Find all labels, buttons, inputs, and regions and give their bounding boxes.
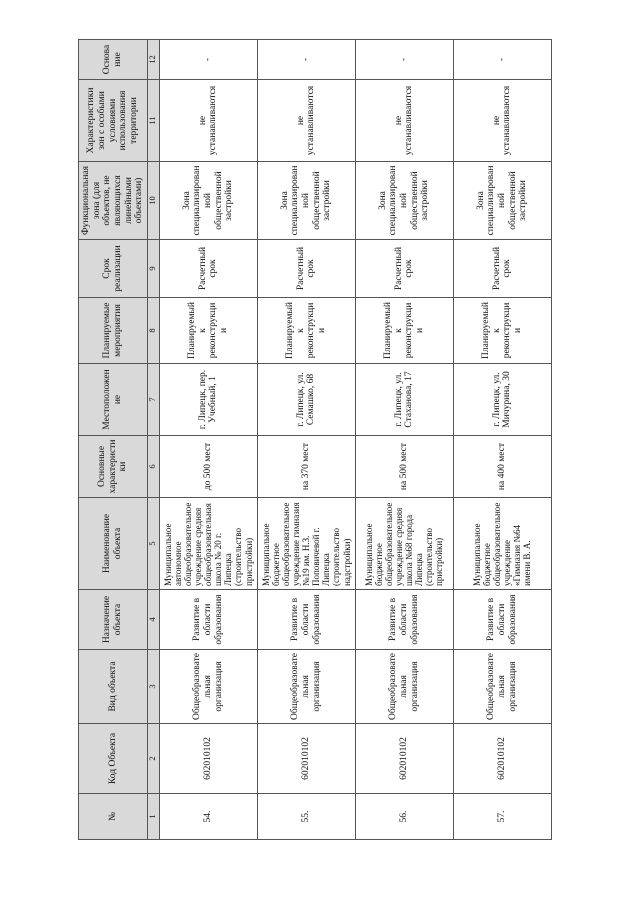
column-number: 6 [147,436,159,498]
object-characteristics: до 500 мест [159,436,257,498]
header-cell: Срок реализации [79,240,148,298]
column-number: 10 [147,162,159,240]
object-location: г. Липецк, пер. Учебный, 1 [159,364,257,436]
zone-characteristics: не устанавливаются [453,80,551,162]
header-cell: Наименование объекта [79,498,148,590]
object-location: г. Липецк, ул. Семашко, 68 [257,364,355,436]
object-name: Муниципальное бюджетное общеобразовательное учреждение «Гимназия №64 имени В. А. [453,498,551,590]
object-purpose: Развитие в области образования [453,590,551,650]
basis: - [159,40,257,80]
implementation-term: Расчетный срок [355,240,453,298]
column-number: 4 [147,590,159,650]
functional-zone: Зона специализированной общественной застройки [453,162,551,240]
column-number: 5 [147,498,159,590]
object-code: 602010102 [159,724,257,794]
rotated-table-container [78,40,578,840]
row-number: 56. [355,794,453,840]
object-code: 602010102 [355,724,453,794]
implementation-term: Расчетный срок [257,240,355,298]
header-cell: Назначение объекта [79,590,148,650]
column-number: 1 [147,794,159,840]
functional-zone: Зона специализированной общественной застройки [159,162,257,240]
column-number-row [147,40,159,840]
object-type: Общеобразовательная организация [257,650,355,724]
functional-zone: Зона специализированной общественной застройки [257,162,355,240]
implementation-term: Расчетный срок [159,240,257,298]
row-number: 57. [453,794,551,840]
column-number: 12 [147,40,159,80]
object-characteristics: на 400 мест [453,436,551,498]
implementation-term: Расчетный срок [453,240,551,298]
object-location: г. Липецк, ул. Стаханова, 17 [355,364,453,436]
header-cell: Характеристики зон с особыми условиями использования территории [79,80,148,162]
objects-table [78,39,552,840]
object-purpose: Развитие в области образования [355,590,453,650]
object-name: Муниципальное автономное общеобразовательное учреждение средняя общеобразовательная школа № 20 г. Липецка (строительство пристройки) [159,498,257,590]
object-purpose: Развитие в области образования [159,590,257,650]
object-location: г. Липецк, ул. Мичурина, 30 [453,364,551,436]
header-cell: Основные характеристики [79,436,148,498]
object-name: Муниципальное бюджетное общеобразовательное учреждение гимназия №19 им. Н.З. Поповичевой г. Липецка (строительство надстройки) [257,498,355,590]
header-cell: Вид объекта [79,650,148,724]
column-number: 8 [147,298,159,364]
zone-characteristics: не устанавливаются [257,80,355,162]
table-row [159,40,257,840]
header-cell: № [79,794,148,840]
object-code: 602010102 [453,724,551,794]
header-cell: Планируемые мероприятия [79,298,148,364]
planned-measures: Планируемый к реконструкции [453,298,551,364]
basis: - [355,40,453,80]
header-cell: Функциональная зона (для объектов, не являющихся линейными объектами) [79,162,148,240]
object-purpose: Развитие в области образования [257,590,355,650]
column-number: 9 [147,240,159,298]
table-row [453,40,551,840]
column-number: 11 [147,80,159,162]
planned-measures: Планируемый к реконструкции [355,298,453,364]
table-row [355,40,453,840]
header-cell: Основание [79,40,148,80]
header-row [79,40,148,840]
column-number: 2 [147,724,159,794]
basis: - [257,40,355,80]
header-cell: Код Объекта [79,724,148,794]
basis: - [453,40,551,80]
object-characteristics: на 500 мест [355,436,453,498]
zone-characteristics: не устанавливаются [159,80,257,162]
object-type: Общеобразовательная организация [159,650,257,724]
object-type: Общеобразовательная организация [355,650,453,724]
object-code: 602010102 [257,724,355,794]
column-number: 7 [147,364,159,436]
object-type: Общеобразовательная организация [453,650,551,724]
row-number: 55. [257,794,355,840]
header-cell: Местоположение [79,364,148,436]
table-row [257,40,355,840]
planned-measures: Планируемый к реконструкции [159,298,257,364]
object-characteristics: на 370 мест [257,436,355,498]
row-number: 54. [159,794,257,840]
planned-measures: Планируемый к реконструкции [257,298,355,364]
column-number: 3 [147,650,159,724]
zone-characteristics: не устанавливаются [355,80,453,162]
functional-zone: Зона специализированной общественной застройки [355,162,453,240]
object-name: Муниципальное бюджетное общеобразовательное учреждение средняя школа №68 города Липецка (строительство пристройки) [355,498,453,590]
